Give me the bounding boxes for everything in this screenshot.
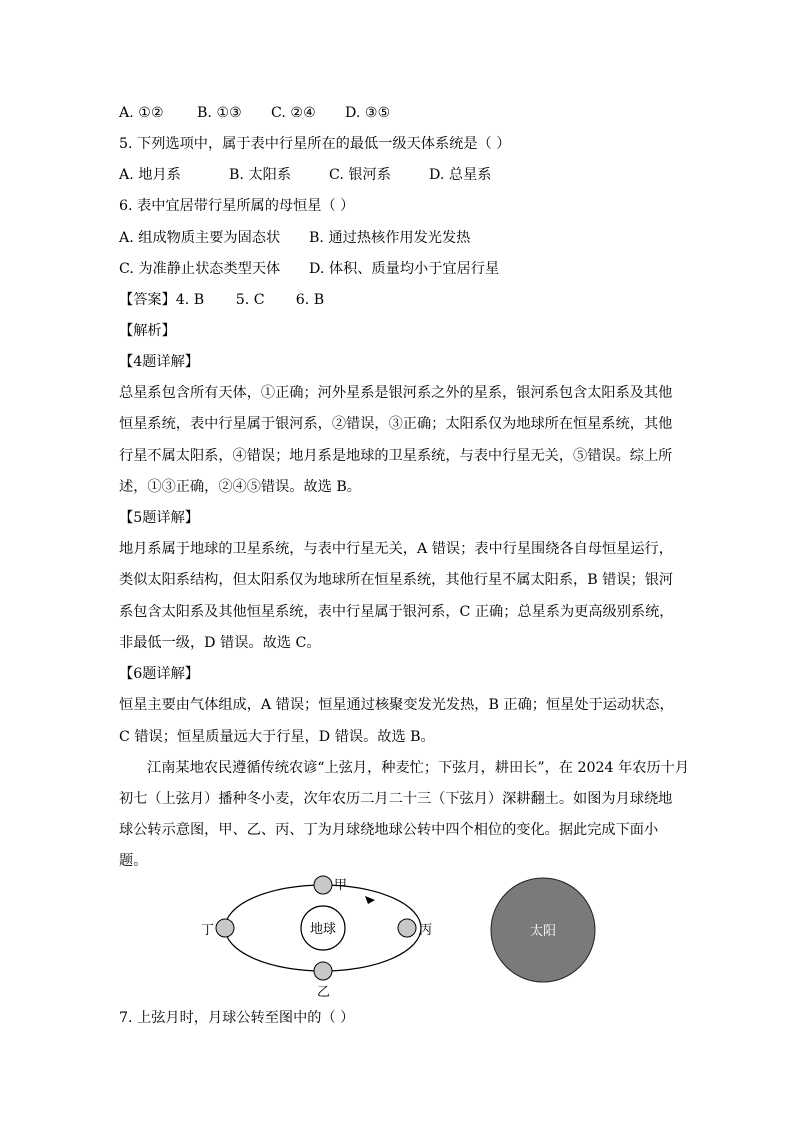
answer-line (119, 290, 356, 310)
detail-5-line: 非最低一级，D 错误。故选 C。 (119, 635, 321, 651)
q5-option-b: B. 太阳系 (229, 167, 292, 183)
moon-orbit-diagram (190, 872, 590, 1000)
q4-option-c: C. ②④ (271, 105, 316, 121)
q6-options-row1 (119, 228, 470, 248)
q4-options (119, 103, 390, 123)
detail-5-line: 系包含太阳系及其他恒星系统，表中行星属于银河系，C 正确；总星系为更高级别系统， (119, 604, 674, 620)
earth-label: 地球 (309, 922, 337, 937)
moon-label-yi: 乙 (317, 985, 331, 1000)
q5-options (119, 165, 491, 185)
answer-item: 5. C (235, 292, 265, 308)
q6-option-a: A. 组成物质主要为固态状 (119, 230, 281, 246)
detail-4-line: 行星不属太阳系，④错误；地月系是地球的卫星系统，与表中行星无关，⑤错误。综上所 (119, 448, 673, 464)
detail-6-label: 【6题详解】 (119, 666, 199, 682)
detail-4-line: 恒星系统，表中行星属于银河系，②错误，③正确；太阳系仅为地球所在恒星系统，其他 (119, 416, 673, 432)
q5-stem: 5. 下列选项中，属于表中行星所在的最低一级天体系统是（ ） (119, 136, 511, 152)
passage-line: 初七（上弦月）播种冬小麦，次年农历二月二十三（下弦月）深耕翻土。如图为月球绕地 (119, 791, 673, 807)
q5-option-d: D. 总星系 (429, 167, 492, 183)
answer-label: 【答案】 (119, 292, 176, 308)
detail-4-label: 【4题详解】 (119, 354, 199, 370)
detail-6-line: C 错误；恒星质量远大于行星，D 错误。故选 B。 (119, 729, 435, 745)
passage-line: 球公转示意图，甲、乙、丙、丁为月球绕地球公转中四个相位的变化。据此完成下面小 (119, 822, 659, 838)
moon-position-bing (398, 919, 416, 937)
q6-option-d: D. 体积、质量均小于宜居行星 (309, 261, 500, 277)
detail-4-line: 述，①③正确，②④⑤错误。故选 B。 (119, 479, 361, 495)
passage-line: 江南某地农民遵循传统农谚“上弦月，种麦忙；下弦月，耕田长”，在 2024 年农历十月 (147, 760, 690, 776)
moon-label-bing: 丙 (419, 923, 433, 938)
moon-position-ding (216, 919, 234, 937)
q5-option-a: A. 地月系 (119, 167, 181, 183)
answer-item: 4. B (175, 292, 205, 308)
q7-stem: 7. 上弦月时，月球公转至图中的（ ） (119, 1010, 355, 1026)
moon-label-jia: 甲 (334, 878, 348, 893)
detail-6-line: 恒星主要由气体组成，A 错误；恒星通过核聚变发光发热，B 正确；恒星处于运动状态， (119, 697, 674, 713)
q6-stem: 6. 表中宜居带行星所属的母恒星（ ） (119, 198, 355, 214)
q4-option-b: B. ①③ (197, 105, 242, 121)
moon-position-yi (314, 962, 332, 980)
q6-options-row2 (119, 259, 499, 279)
answer-item: 6. B (295, 292, 325, 308)
sun-label: 太阳 (529, 924, 557, 939)
q4-option-d: D. ③⑤ (345, 105, 391, 121)
q6-option-c: C. 为准静止状态类型天体 (119, 261, 281, 277)
q5-option-c: C. 银河系 (329, 167, 391, 183)
detail-5-label: 【5题详解】 (119, 510, 199, 526)
detail-5-line: 地月系属于地球的卫星系统，与表中行星无关，A 错误；表中行星围绕各自母恒星运行， (119, 541, 673, 557)
moon-label-ding: 丁 (201, 923, 215, 938)
moon-position-jia (314, 876, 332, 894)
analysis-label: 【解析】 (119, 323, 176, 339)
q4-option-a: A. ①② (119, 105, 164, 121)
q6-option-b: B. 通过热核作用发光发热 (309, 230, 471, 246)
orbit-direction-arrow (365, 896, 375, 904)
detail-4-line: 总星系包含所有天体，①正确；河外星系是银河系之外的星系，银河系包含太阳系及其他 (119, 385, 673, 401)
detail-5-line: 类似太阳系结构，但太阳系仅为地球所在恒星系统，其他行星不属太阳系，B 错误；银河 (119, 572, 674, 588)
passage-line: 题。 (119, 853, 148, 869)
